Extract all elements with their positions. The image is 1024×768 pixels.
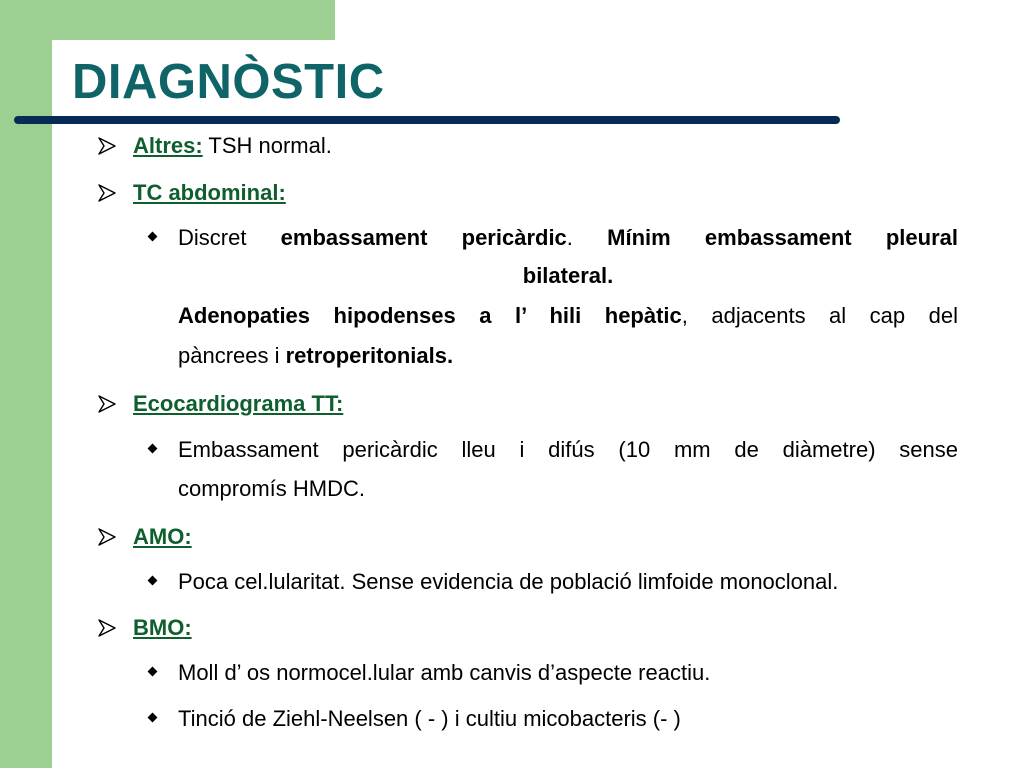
diamond-icon — [147, 563, 159, 601]
section-ecocardiograma — [133, 385, 343, 423]
arrowhead-icon — [97, 174, 119, 212]
top-green-band — [0, 0, 335, 40]
diamond-icon — [147, 700, 159, 738]
section-text: TSH normal. — [202, 133, 332, 158]
section-amo — [133, 518, 192, 556]
title-underline-bar — [14, 116, 840, 124]
diamond-icon — [147, 219, 159, 257]
text-bold: Adenopaties hipodenses a l’ hili hepàtic — [178, 303, 682, 328]
text-bold: retroperitonials. — [285, 343, 454, 368]
section-label: Ecocardiograma TT: — [133, 391, 344, 416]
arrowhead-icon — [97, 518, 119, 556]
section-label: AMO: — [133, 524, 192, 549]
section-bmo — [133, 609, 192, 647]
bmo-line-2: Tinció de Ziehl-Neelsen ( - ) i cultiu micobacteris (- ) — [178, 706, 681, 731]
diamond-icon — [147, 654, 159, 692]
section-label: Altres: — [133, 133, 203, 158]
tc-line-2 — [178, 257, 958, 295]
tc-line-1 — [178, 219, 958, 257]
section-altres — [133, 127, 332, 165]
arrowhead-icon — [97, 127, 119, 165]
arrowhead-icon — [97, 609, 119, 647]
text-bold: Mínim embassament pleural — [607, 225, 958, 250]
tc-line-3 — [178, 297, 958, 335]
text: . — [566, 225, 608, 250]
eco-line-1: Embassament pericàrdic lleu i difús (10 mm de diàmetre) sense — [178, 437, 958, 462]
section-tc-abdominal — [133, 174, 286, 212]
slide-title: DIAGNÒSTIC — [72, 55, 385, 109]
text: Discret — [178, 225, 281, 250]
bmo-line-1: Moll d’ os normocel.lular amb canvis d’aspecte reactiu. — [178, 660, 711, 685]
text-bold: bilateral. — [522, 263, 614, 288]
text: pàncrees i — [178, 343, 286, 368]
tc-line-4 — [178, 337, 958, 375]
text-bold: embassament pericàrdic — [280, 225, 567, 250]
text: , adjacents al cap del — [681, 303, 958, 328]
section-label: BMO: — [133, 615, 192, 640]
section-label: TC abdominal: — [133, 180, 286, 205]
amo-line-1: Poca cel.lularitat. Sense evidencia de població limfoide monoclonal. — [178, 569, 839, 594]
diamond-icon — [147, 431, 159, 469]
eco-line-2: compromís HMDC. — [178, 476, 366, 501]
arrowhead-icon — [97, 385, 119, 423]
